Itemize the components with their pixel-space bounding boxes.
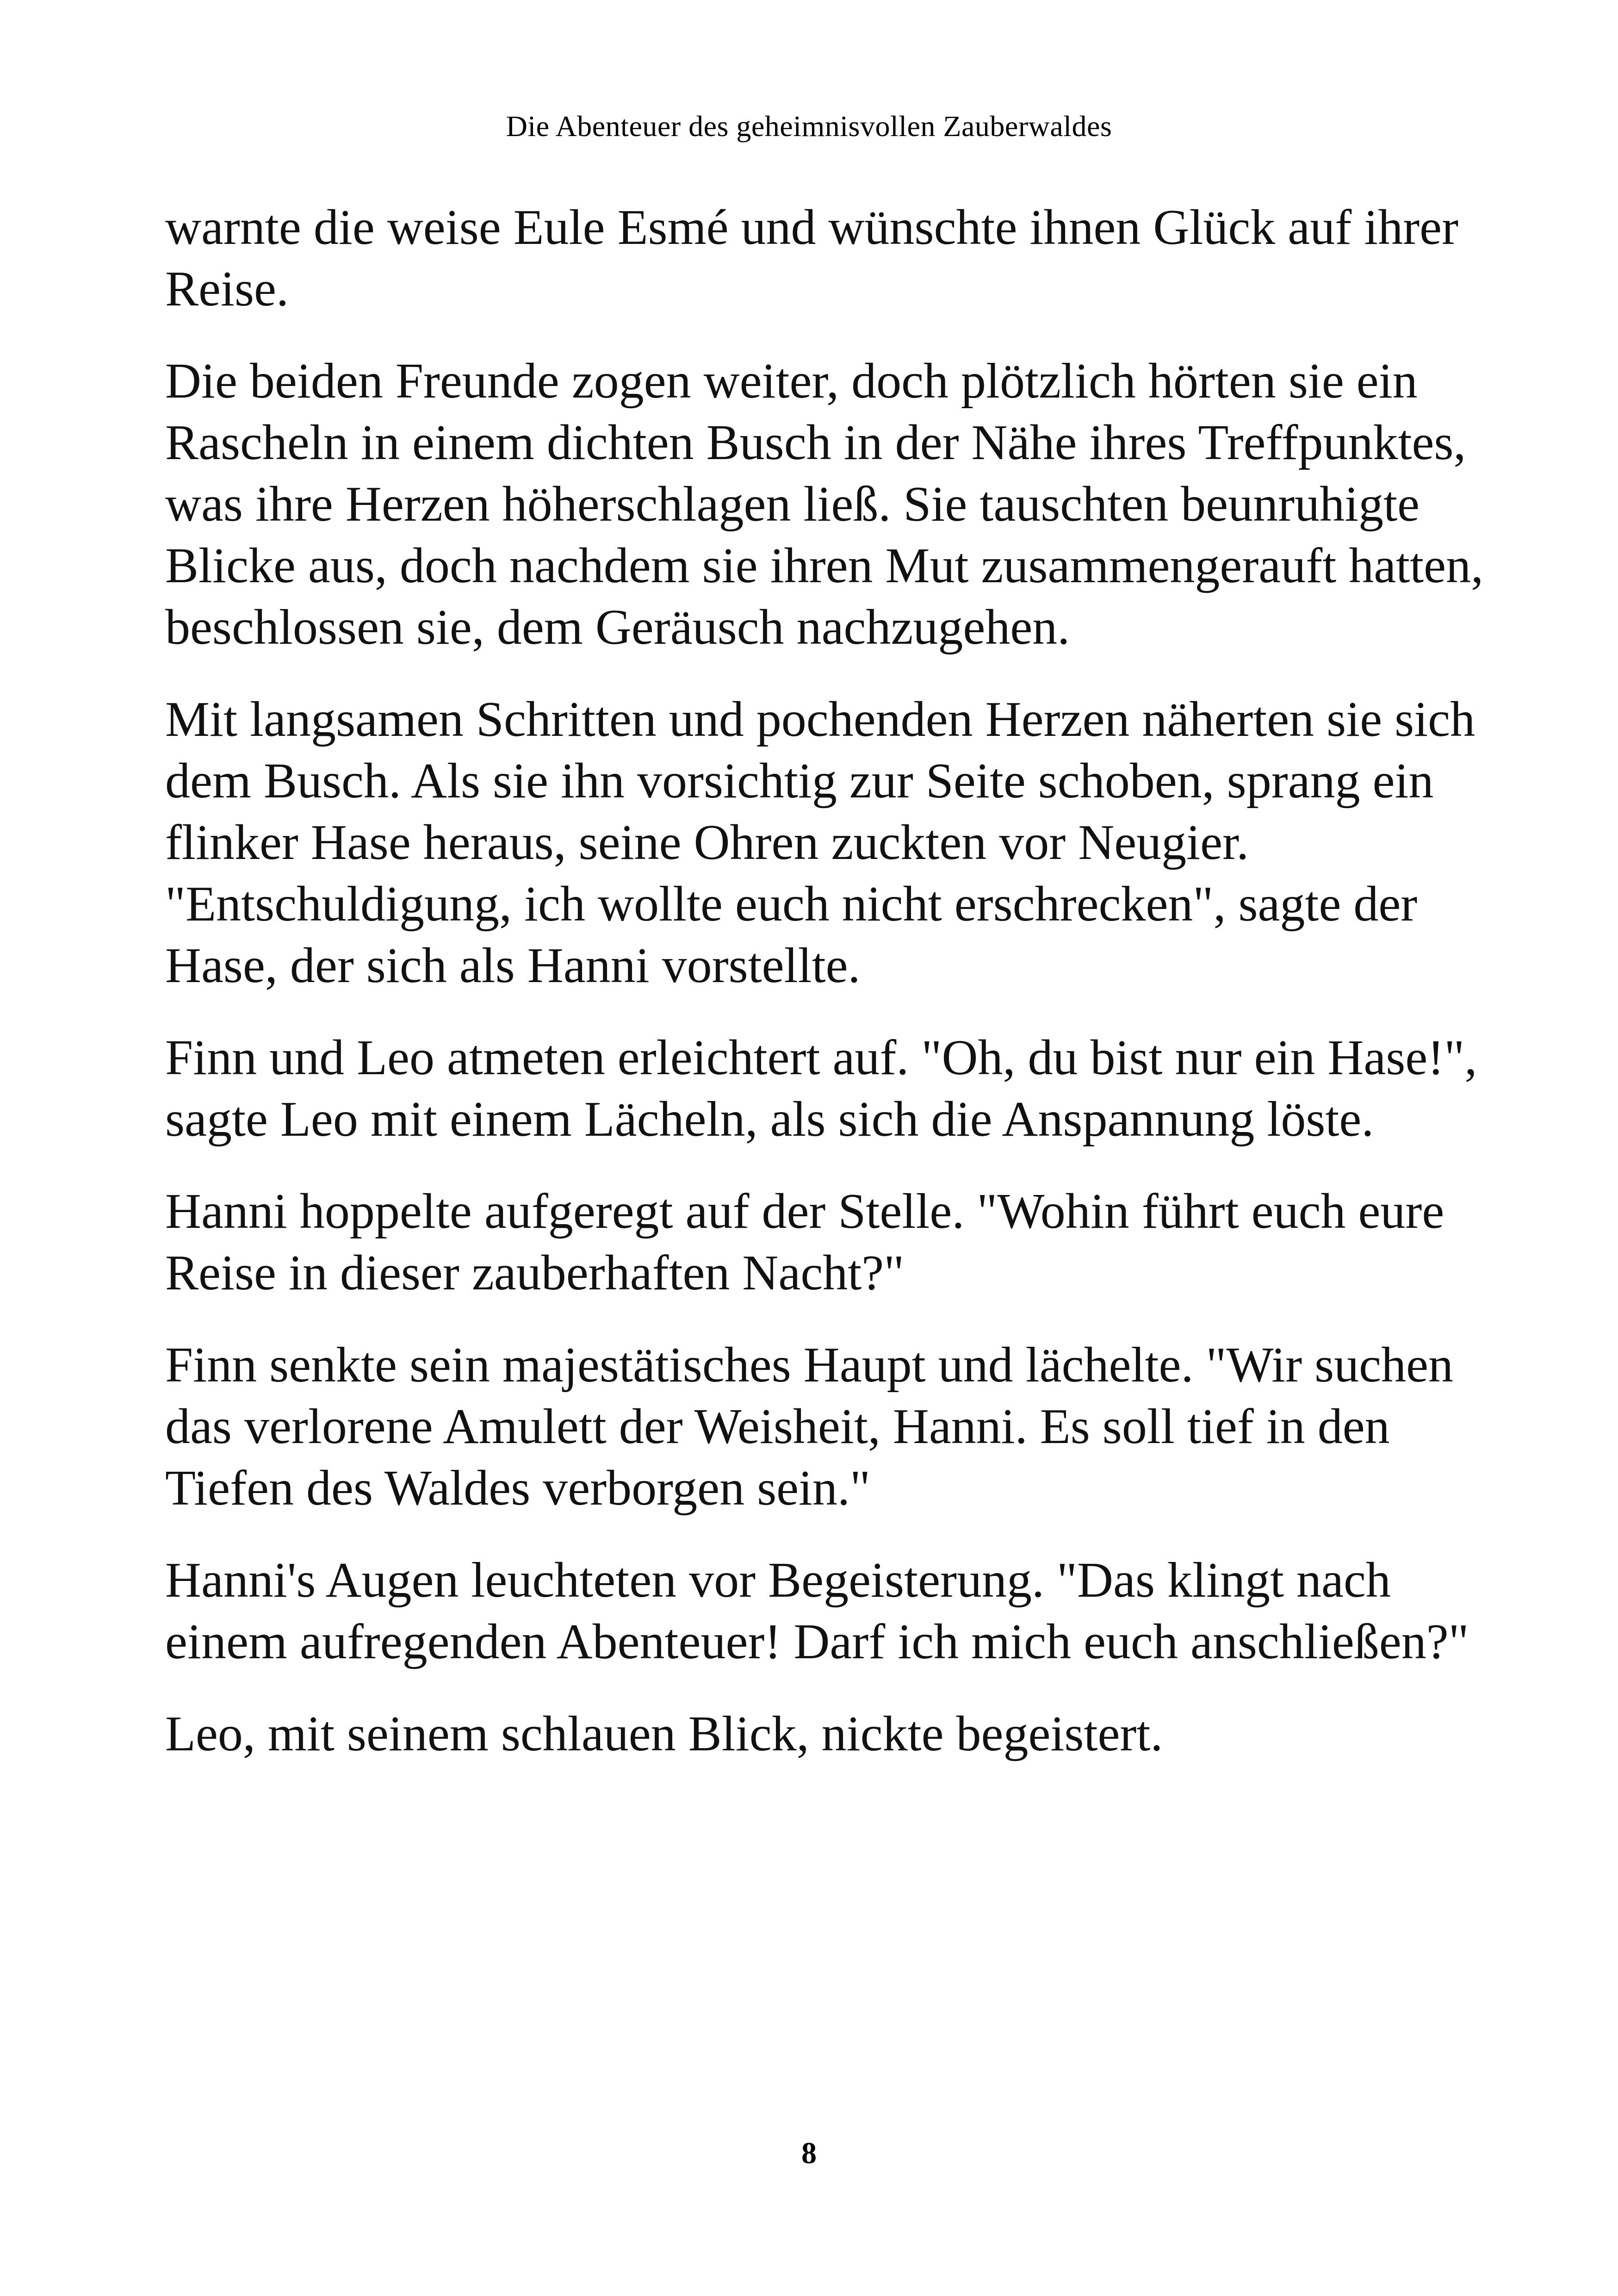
body-text — [165, 197, 1493, 1795]
paragraph: Leo, mit seinem schlauen Blick, nickte begeistert. — [165, 1706, 1163, 1761]
paragraph: Finn senkte sein majestätisches Haupt und lächelte. "Wir suchen das verlorene Amulett der Weisheit, Hanni. Es soll tief in den Tiefen des Waldes verborgen sein." — [165, 1338, 1454, 1516]
paragraph: Hanni hoppelte aufgeregt auf der Stelle. "Wohin führt euch eure Reise in dieser zauberhaften Nacht?" — [165, 1184, 1444, 1300]
paragraph: Mit langsamen Schritten und pochenden Herzen näherten sie sich dem Busch. Als sie ihn vorsichtig zur Seite schoben, sprang ein flinker Hase heraus, seine Ohren zuckten vor Neugier. "Entschuldigung, ich wollte euch nicht erschrecken", sagte der Hase, der sich als Hanni vorstellte. — [165, 692, 1475, 993]
paragraph: warnte die weise Eule Esmé und wünschte ihnen Glück auf ihrer Reise. — [165, 200, 1459, 317]
page-number: 8 — [801, 2136, 817, 2170]
paragraph: Die beiden Freunde zogen weiter, doch plötzlich hörten sie ein Rascheln in einem dichten Busch in der Nähe ihres Treffpunktes, was ihre Herzen höherschlagen ließ. Sie tauschten beunruhigte Blicke aus, doch nachdem sie ihren Mut zusammengerauft hatten, beschlossen sie, dem Geräusch nachzugehen. — [165, 354, 1484, 655]
paragraph: Finn und Leo atmeten erleichtert auf. "Oh, du bist nur ein Hase!", sagte Leo mit einem Lächeln, als sich die Anspannung löste. — [165, 1030, 1477, 1147]
running-header: Die Abenteuer des geheimnisvollen Zauberwaldes — [506, 110, 1112, 143]
paragraph: Hanni's Augen leuchteten vor Begeisterung. "Das klingt nach einem aufregenden Abenteuer! Darf ich mich euch anschließen?" — [165, 1553, 1469, 1669]
